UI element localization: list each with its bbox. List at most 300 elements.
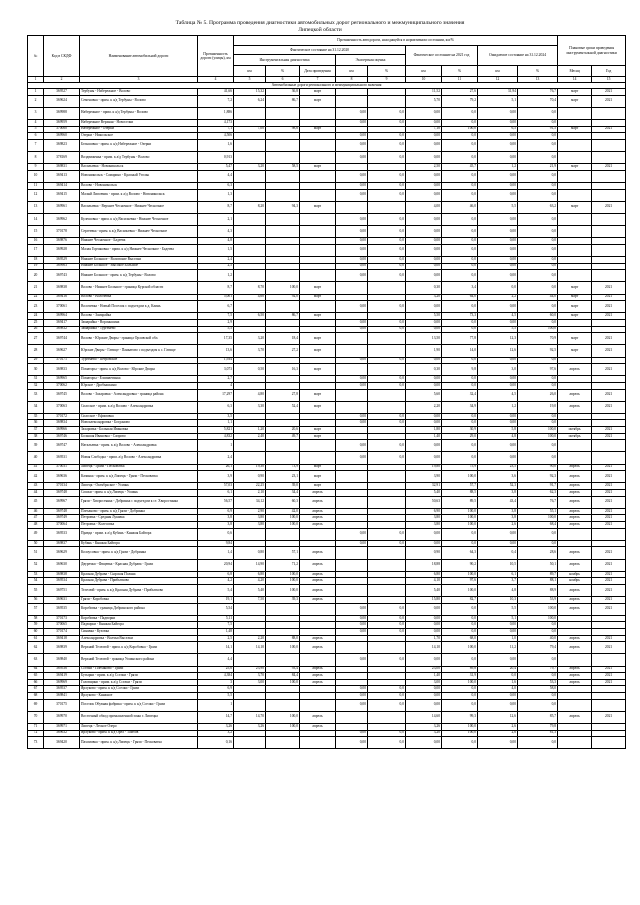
expected-2024-pct: 0,0 bbox=[518, 119, 558, 126]
actual-2021-km: 0,00 bbox=[406, 119, 442, 126]
expected-2024-km: 0,00 bbox=[478, 213, 518, 225]
expert-pct: 0,0 bbox=[368, 319, 406, 326]
road-code: 369838 bbox=[44, 571, 80, 578]
road-name: Набережное - прим. к а/д Тербуны - Волово bbox=[80, 107, 198, 119]
expert-pct: 0,0 bbox=[368, 226, 406, 238]
instrumental-pct: 36,8 bbox=[266, 89, 300, 96]
table-row bbox=[28, 578, 626, 585]
instrumental-pct: 100,0 bbox=[266, 584, 300, 596]
header-instrumental: Инструментальная диагностика bbox=[234, 55, 336, 66]
road-code: 369744 bbox=[44, 333, 80, 345]
expert-pct: 0,0 bbox=[368, 622, 406, 629]
expected-2024-pct: 88,9 bbox=[518, 584, 558, 596]
table-row bbox=[28, 170, 626, 182]
planned-month bbox=[558, 723, 592, 730]
header-month: Месяц bbox=[558, 66, 592, 77]
road-name: Петровка - Колесовка bbox=[80, 521, 198, 528]
instrumental-pct: 42,0 bbox=[266, 508, 300, 515]
road-code: 369751 bbox=[44, 584, 80, 596]
table-body bbox=[28, 77, 626, 749]
instrumental-km: 2,10 bbox=[234, 490, 266, 497]
instrumental-km bbox=[234, 238, 266, 245]
planned-month bbox=[558, 737, 592, 749]
table-row bbox=[28, 559, 626, 571]
road-name: Васильевка - Верхнее Чесночное - Нижнее Чесночное bbox=[80, 201, 198, 213]
expected-2024-pct: 40,0 bbox=[518, 635, 558, 642]
road-code: 369419 bbox=[44, 673, 80, 680]
instrumental-km: 3,70 bbox=[234, 673, 266, 680]
actual-2021-pct: 0,0 bbox=[442, 693, 478, 700]
row-number: 36 bbox=[28, 420, 44, 427]
actual-2021-km: 0,00 bbox=[406, 654, 442, 666]
table-row bbox=[28, 401, 626, 413]
expert-pct bbox=[368, 496, 406, 508]
expert-km bbox=[336, 345, 368, 357]
expert-pct bbox=[368, 508, 406, 515]
planned-year bbox=[592, 693, 626, 700]
road-name: Липецк - Грязи - Песковатка bbox=[80, 464, 198, 471]
planned-month: ноябрь bbox=[558, 578, 592, 585]
planned-month: октябрь bbox=[558, 427, 592, 434]
actual-2021-pct: 0,0 bbox=[442, 319, 478, 326]
row-number: 33 bbox=[28, 389, 44, 401]
row-number: 47 bbox=[28, 515, 44, 522]
planned-month: апрель bbox=[558, 666, 592, 673]
expert-km: 0,00 bbox=[336, 654, 368, 666]
road-length: 14,1 bbox=[198, 642, 234, 654]
expert-pct: 0,0 bbox=[368, 629, 406, 636]
road-code: 370178 bbox=[44, 226, 80, 238]
expert-km: 0,00 bbox=[336, 119, 368, 126]
expert-km bbox=[336, 711, 368, 723]
planned-year bbox=[592, 133, 626, 140]
road-name: Поматоры - прим. к а/д Волово - Юрские Дворы bbox=[80, 364, 198, 376]
instrumental-pct bbox=[266, 420, 300, 427]
road-code: 370171 bbox=[44, 357, 80, 364]
road-length: 3,2 bbox=[198, 730, 234, 737]
expected-2024-km: 23,5 bbox=[478, 464, 518, 471]
planned-year bbox=[592, 723, 626, 730]
table-row bbox=[28, 730, 626, 737]
actual-2021-km: 13,50 bbox=[406, 333, 442, 345]
actual-2021-pct: 0,0 bbox=[442, 119, 478, 126]
row-number: 23 bbox=[28, 301, 44, 313]
actual-2021-km: 0,00 bbox=[406, 693, 442, 700]
expert-km: 0,00 bbox=[336, 263, 368, 270]
header-km: км bbox=[234, 66, 266, 77]
planned-year: 2021 bbox=[592, 427, 626, 434]
road-code: 369418 bbox=[44, 635, 80, 642]
planned-year bbox=[592, 382, 626, 389]
instrumental-date bbox=[300, 326, 336, 333]
expert-pct: 0,0 bbox=[368, 699, 406, 711]
actual-2021-pct: 100,0 bbox=[442, 508, 478, 515]
actual-2021-km: 2,20 bbox=[406, 401, 442, 413]
planned-month bbox=[558, 238, 592, 245]
actual-2021-km: 1,90 bbox=[406, 345, 442, 357]
table-row bbox=[28, 597, 626, 604]
expected-2024-km: 5,5 bbox=[478, 326, 518, 333]
table-row bbox=[28, 126, 626, 133]
instrumental-date: март bbox=[300, 294, 336, 301]
table-row bbox=[28, 89, 626, 96]
row-number: 46 bbox=[28, 508, 44, 515]
expert-km: 0,00 bbox=[336, 382, 368, 389]
instrumental-km bbox=[234, 699, 266, 711]
instrumental-pct: 86,7 bbox=[266, 313, 300, 320]
table-row bbox=[28, 413, 626, 420]
instrumental-date: март bbox=[300, 126, 336, 133]
road-name: Синявка - Кузовка bbox=[80, 629, 198, 636]
expert-km: 0,00 bbox=[336, 376, 368, 383]
instrumental-km: 6,50 bbox=[234, 313, 266, 320]
road-code: 369630 bbox=[44, 559, 80, 571]
instrumental-date bbox=[300, 213, 336, 225]
expected-2024-km: 0,00 bbox=[478, 301, 518, 313]
road-name: Головщино - прим. к а/д Сселки - Грязи bbox=[80, 679, 198, 686]
table-row bbox=[28, 263, 626, 270]
table-row bbox=[28, 226, 626, 238]
expected-2024-km: 3,8 bbox=[478, 490, 518, 497]
actual-2021-pct: 100,0 bbox=[442, 126, 478, 133]
expert-km bbox=[336, 547, 368, 559]
expert-km bbox=[336, 508, 368, 515]
planned-year: 2021 bbox=[592, 496, 626, 508]
actual-2021-km: 0,00 bbox=[406, 686, 442, 693]
road-code: 369964 bbox=[44, 313, 80, 320]
actual-2021-pct: 90,2 bbox=[442, 559, 478, 571]
row-number: 63 bbox=[28, 654, 44, 666]
row-number: 38 bbox=[28, 433, 44, 440]
expected-2024-km: 0,00 bbox=[478, 319, 518, 326]
expected-2024-km: 12,6 bbox=[478, 711, 518, 723]
instrumental-km bbox=[234, 119, 266, 126]
expert-pct bbox=[368, 389, 406, 401]
actual-2021-pct: 45,7 bbox=[442, 164, 478, 171]
road-code: 369413 bbox=[44, 170, 80, 182]
road-code: 370134 bbox=[44, 483, 80, 490]
expert-km bbox=[336, 364, 368, 376]
road-length: 8,7 bbox=[198, 201, 234, 213]
road-code: 369533 bbox=[44, 528, 80, 540]
table-row bbox=[28, 699, 626, 711]
instrumental-km: 22,25 bbox=[234, 483, 266, 490]
actual-2021-km: 4,10 bbox=[406, 578, 442, 585]
expected-2024-pct: 91,5 bbox=[518, 126, 558, 133]
planned-year bbox=[592, 151, 626, 163]
expected-2024-pct: 0,0 bbox=[518, 420, 558, 427]
instrumental-km: 1,20 bbox=[234, 427, 266, 434]
expert-km: 0,00 bbox=[336, 730, 368, 737]
actual-2021-pct: 100,0 bbox=[442, 642, 478, 654]
road-code: 369416 bbox=[44, 294, 80, 301]
expert-pct: 0,0 bbox=[368, 654, 406, 666]
row-number: 56 bbox=[28, 597, 44, 604]
expected-2024-km: 3,6 bbox=[478, 471, 518, 483]
expected-2024-km: 2,2 bbox=[478, 294, 518, 301]
expert-km bbox=[336, 126, 368, 133]
road-code: 369833 bbox=[44, 364, 80, 376]
actual-2021-pct: 0,0 bbox=[442, 107, 478, 119]
planned-year: 2021 bbox=[592, 282, 626, 294]
expert-km: 0,00 bbox=[336, 326, 368, 333]
row-number: 71 bbox=[28, 723, 44, 730]
road-name: Нижнее Большое - прим. к а/д Тербуны - Волово bbox=[80, 270, 198, 282]
expert-pct bbox=[368, 433, 406, 440]
instrumental-date bbox=[300, 119, 336, 126]
expert-pct bbox=[368, 679, 406, 686]
expert-km bbox=[336, 313, 368, 320]
road-length: 3,26 bbox=[198, 723, 234, 730]
header-expert: Экспертная оценка bbox=[336, 55, 406, 66]
actual-2021-km: 0,00 bbox=[406, 257, 442, 264]
expected-2024-km: 10,3 bbox=[478, 597, 518, 604]
row-number: 14 bbox=[28, 213, 44, 225]
expected-2024-pct: 81,3 bbox=[518, 730, 558, 737]
instrumental-km bbox=[234, 263, 266, 270]
instrumental-date bbox=[300, 182, 336, 189]
actual-2021-km: 1,40 bbox=[406, 433, 442, 440]
row-number: 40 bbox=[28, 452, 44, 464]
expert-pct bbox=[368, 642, 406, 654]
road-length: 1,934 bbox=[198, 357, 234, 364]
planned-year: 2021 bbox=[592, 679, 626, 686]
planned-month: апрель bbox=[558, 521, 592, 528]
actual-2021-km: 11,52 bbox=[406, 89, 442, 96]
planned-year bbox=[592, 226, 626, 238]
expert-km: 0,00 bbox=[336, 528, 368, 540]
actual-2021-km: 14,60 bbox=[406, 711, 442, 723]
planned-year: 2021 bbox=[592, 559, 626, 571]
expert-km bbox=[336, 333, 368, 345]
expected-2024-km: 0,00 bbox=[478, 540, 518, 547]
road-length: 25,6 bbox=[198, 666, 234, 673]
road-name: Коробовка - граница Добринского района bbox=[80, 603, 198, 615]
expert-pct bbox=[368, 464, 406, 471]
expected-2024-km: 0,00 bbox=[478, 189, 518, 201]
planned-year: 2021 bbox=[592, 464, 626, 471]
actual-2021-pct: 100,0 bbox=[442, 471, 478, 483]
row-number: 42 bbox=[28, 471, 44, 483]
expected-2024-km: 1,2 bbox=[478, 401, 518, 413]
table-row bbox=[28, 294, 626, 301]
planned-month: март bbox=[558, 294, 592, 301]
planned-year: 2021 bbox=[592, 89, 626, 96]
expected-2024-pct: 21,9 bbox=[518, 164, 558, 171]
road-length: 5,5 bbox=[198, 326, 234, 333]
road-name: Замарайка - Вороньшина bbox=[80, 319, 198, 326]
planned-year bbox=[592, 699, 626, 711]
actual-2021-pct: 100,0 bbox=[442, 584, 478, 596]
instrumental-date: март bbox=[300, 401, 336, 413]
planned-year bbox=[592, 107, 626, 119]
instrumental-pct: 100,0 bbox=[266, 578, 300, 585]
actual-2021-pct: 0,0 bbox=[442, 413, 478, 420]
instrumental-date: апрель bbox=[300, 571, 336, 578]
road-length: 1,2 bbox=[198, 270, 234, 282]
planned-month bbox=[558, 420, 592, 427]
instrumental-date: март bbox=[300, 345, 336, 357]
expert-pct: 0,0 bbox=[368, 133, 406, 140]
instrumental-pct bbox=[266, 151, 300, 163]
instrumental-date bbox=[300, 244, 336, 256]
road-code: 370060 bbox=[44, 126, 80, 133]
expert-pct bbox=[368, 201, 406, 213]
expected-2024-km: 0,0 bbox=[478, 673, 518, 680]
table-row bbox=[28, 654, 626, 666]
actual-2021-km: 0,00 bbox=[406, 615, 442, 622]
expected-2024-pct: 0,0 bbox=[518, 244, 558, 256]
expert-pct: 0,0 bbox=[368, 603, 406, 615]
instrumental-date bbox=[300, 420, 336, 427]
instrumental-date bbox=[300, 603, 336, 615]
road-name: Плеханово - прим. к а/д Грязи - Добринка bbox=[80, 508, 198, 515]
expected-2024-km: 1,6 bbox=[478, 679, 518, 686]
expert-pct: 0,0 bbox=[368, 189, 406, 201]
actual-2021-pct: 0,0 bbox=[442, 226, 478, 238]
expected-2024-pct: 100,0 bbox=[518, 515, 558, 522]
expected-2024-pct: 0,0 bbox=[518, 301, 558, 313]
actual-2021-km: 5,70 bbox=[406, 95, 442, 107]
expected-2024-km: 0,00 bbox=[478, 452, 518, 464]
instrumental-pct: 57,1 bbox=[266, 547, 300, 559]
instrumental-km bbox=[234, 326, 266, 333]
road-name: Верхний Телелюй - прим. к а/д Коробовка - Грязи bbox=[80, 642, 198, 654]
actual-2021-pct: 46,0 bbox=[442, 201, 478, 213]
instrumental-pct: 58,5 bbox=[266, 164, 300, 171]
road-code: 369629 bbox=[44, 547, 80, 559]
expected-2024-km: 0,00 bbox=[478, 170, 518, 182]
actual-2021-km: 0,00 bbox=[406, 540, 442, 547]
header-pct: % bbox=[266, 66, 300, 77]
expert-pct: 0,0 bbox=[368, 730, 406, 737]
expert-km bbox=[336, 635, 368, 642]
road-code: 369748 bbox=[44, 508, 80, 515]
actual-2021-km: 3,20 bbox=[406, 294, 442, 301]
instrumental-pct: 100,0 bbox=[266, 723, 300, 730]
actual-2021-pct: 89,5 bbox=[442, 496, 478, 508]
road-code: 369838 bbox=[44, 282, 80, 294]
road-name: Набережное - Озерки bbox=[80, 126, 198, 133]
instrumental-pct: 84,4 bbox=[266, 673, 300, 680]
expert-pct: 0,0 bbox=[368, 376, 406, 383]
table-row bbox=[28, 376, 626, 383]
expert-km bbox=[336, 666, 368, 673]
expected-2024-pct: 0,0 bbox=[518, 133, 558, 140]
row-number: 6 bbox=[28, 133, 44, 140]
instrumental-pct bbox=[266, 133, 300, 140]
planned-year bbox=[592, 622, 626, 629]
expected-2024-km: 2,6 bbox=[478, 730, 518, 737]
row-number: 39 bbox=[28, 440, 44, 452]
actual-2021-km: 0,00 bbox=[406, 376, 442, 383]
row-number: 9 bbox=[28, 164, 44, 171]
expected-2024-km: 0,00 bbox=[478, 699, 518, 711]
expert-km: 0,00 bbox=[336, 540, 368, 547]
instrumental-km bbox=[234, 452, 266, 464]
expected-2024-km: 4,5 bbox=[478, 313, 518, 320]
actual-2021-pct: 88,5 bbox=[442, 490, 478, 497]
expert-pct: 0,0 bbox=[368, 693, 406, 700]
expert-pct: 0,0 bbox=[368, 119, 406, 126]
actual-2021-km: 5,40 bbox=[406, 490, 442, 497]
instrumental-km bbox=[234, 615, 266, 622]
planned-month: апрель bbox=[558, 490, 592, 497]
row-number: 5 bbox=[28, 126, 44, 133]
road-name: Поселок Обувная фабрика - прим. к а/д Сселки - Грязи bbox=[80, 699, 198, 711]
instrumental-date: апрель bbox=[300, 584, 336, 596]
instrumental-km: 34,12 bbox=[234, 496, 266, 508]
table-row bbox=[28, 673, 626, 680]
expert-pct bbox=[368, 164, 406, 171]
instrumental-date bbox=[300, 686, 336, 693]
road-name: Пахомовка - прим. к а/д Липецк - Грязи - Песковатка bbox=[80, 737, 198, 749]
road-code: 369624 bbox=[44, 95, 80, 107]
planned-month: апрель bbox=[558, 597, 592, 604]
actual-2021-km: 0,00 bbox=[406, 440, 442, 452]
actual-2021-km: 5,60 bbox=[406, 389, 442, 401]
expert-pct bbox=[368, 635, 406, 642]
instrumental-date bbox=[300, 693, 336, 700]
instrumental-date: март bbox=[300, 164, 336, 171]
expected-2024-km: 10,5 bbox=[478, 559, 518, 571]
expert-km: 0,00 bbox=[336, 622, 368, 629]
road-length: 1,1 bbox=[198, 420, 234, 427]
planned-year: 2021 bbox=[592, 666, 626, 673]
planned-month bbox=[558, 699, 592, 711]
planned-month bbox=[558, 357, 592, 364]
expected-2024-pct: 44,0 bbox=[518, 294, 558, 301]
planned-year bbox=[592, 182, 626, 189]
expert-pct bbox=[368, 126, 406, 133]
road-name: Грязи - Хворостянка - Добринка с подъездом к ст. Хворостянка bbox=[80, 496, 198, 508]
actual-2021-pct: 0,0 bbox=[442, 420, 478, 427]
planned-year: 2021 bbox=[592, 490, 626, 497]
expected-2024-pct: 0,0 bbox=[518, 540, 558, 547]
road-length: 4,4 bbox=[198, 654, 234, 666]
actual-2021-km: 0,00 bbox=[406, 226, 442, 238]
instrumental-pct bbox=[266, 244, 300, 256]
planned-month bbox=[558, 270, 592, 282]
actual-2021-km: 0,00 bbox=[406, 270, 442, 282]
expert-km bbox=[336, 464, 368, 471]
instrumental-km bbox=[234, 170, 266, 182]
expert-pct bbox=[368, 515, 406, 522]
expert-pct: 0,0 bbox=[368, 170, 406, 182]
planned-year: 2021 bbox=[592, 364, 626, 376]
planned-year bbox=[592, 730, 626, 737]
instrumental-km: 14,10 bbox=[234, 642, 266, 654]
road-name: Захаровка - Большая Ивановка bbox=[80, 427, 198, 434]
road-code: 369834 bbox=[44, 420, 80, 427]
planned-month bbox=[558, 440, 592, 452]
expert-km bbox=[336, 471, 368, 483]
row-number: 22 bbox=[28, 294, 44, 301]
expected-2024-km: 0,00 bbox=[478, 133, 518, 140]
table-row bbox=[28, 490, 626, 497]
instrumental-date bbox=[300, 629, 336, 636]
expected-2024-pct: 79,8 bbox=[518, 723, 558, 730]
instrumental-date: апрель bbox=[300, 547, 336, 559]
instrumental-pct bbox=[266, 170, 300, 182]
instrumental-date bbox=[300, 301, 336, 313]
planned-month: март bbox=[558, 95, 592, 107]
column-number: 3 bbox=[80, 77, 198, 83]
road-name: Озерки - Никольское bbox=[80, 133, 198, 140]
planned-year bbox=[592, 119, 626, 126]
expected-2024-pct: 19,0 bbox=[518, 401, 558, 413]
table-row bbox=[28, 301, 626, 313]
